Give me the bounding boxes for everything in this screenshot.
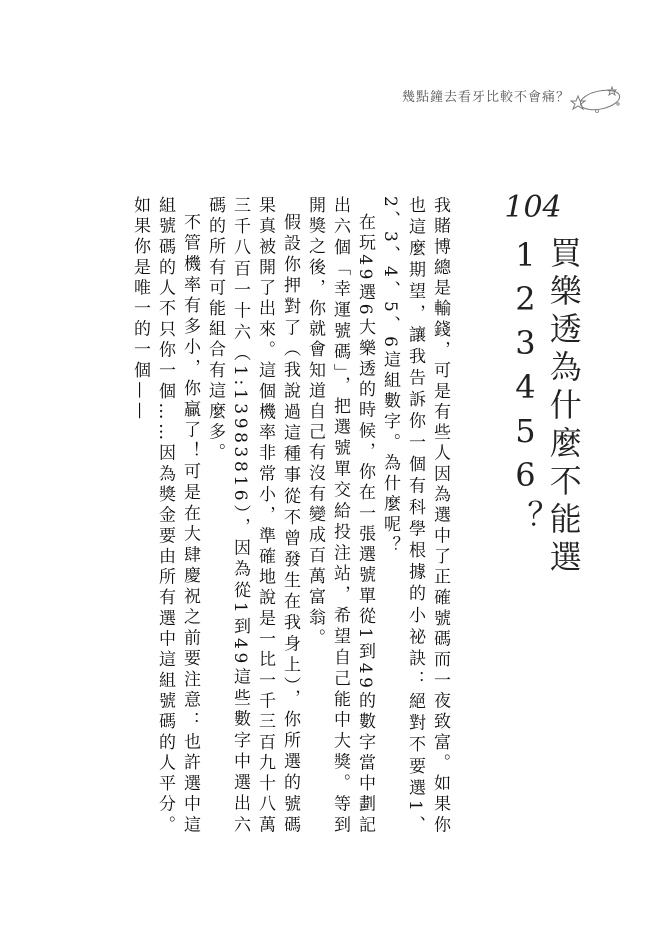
body-text	[112, 196, 452, 836]
paragraph-2: 在玩49選6大樂透的時候，你在一張選號單從1到49的數字當中劃記出六個「幸運號碼」，把選號單交給投注站，希望自己能中大獎。等到開獎之後，你就會知道自己有沒有變成百萬富翁。	[305, 196, 375, 836]
running-header: 幾點鐘去看牙比較不會痛？	[401, 90, 570, 105]
paragraph-3: 假設你押對了（我說過這種事從不曾發生在我身上），你所選的號碼果真被開了出來。這個機率非常小，準確地說是一比一千三百九十八萬三千八百一十六（1:13983816），因為從1到49這些數字中選出六碼的所有可能組合有這麼多。	[205, 196, 300, 836]
star-decoration-icon	[570, 82, 622, 118]
paragraph-1: 我賭博總是輸錢，可是有些人因為選中了正確號碼而一夜致富。如果你也這麼期望，讓我告訴你一個有科學根據的小祕訣：絕對不要選1、2、3、4、5、6這組數字。為什麼呢？	[380, 196, 450, 836]
chapter-title: 買樂透為什麼不能選123456？	[506, 236, 583, 578]
chapter-number: 104	[504, 190, 562, 225]
paragraph-4: 不管機率有多小，你贏了！可是在大肆慶祝之前要注意：也許選中這組號碼的人不只你一個……因為獎金要由所有選中這組號碼的人平分。如果你是唯一的一個——	[130, 196, 200, 836]
